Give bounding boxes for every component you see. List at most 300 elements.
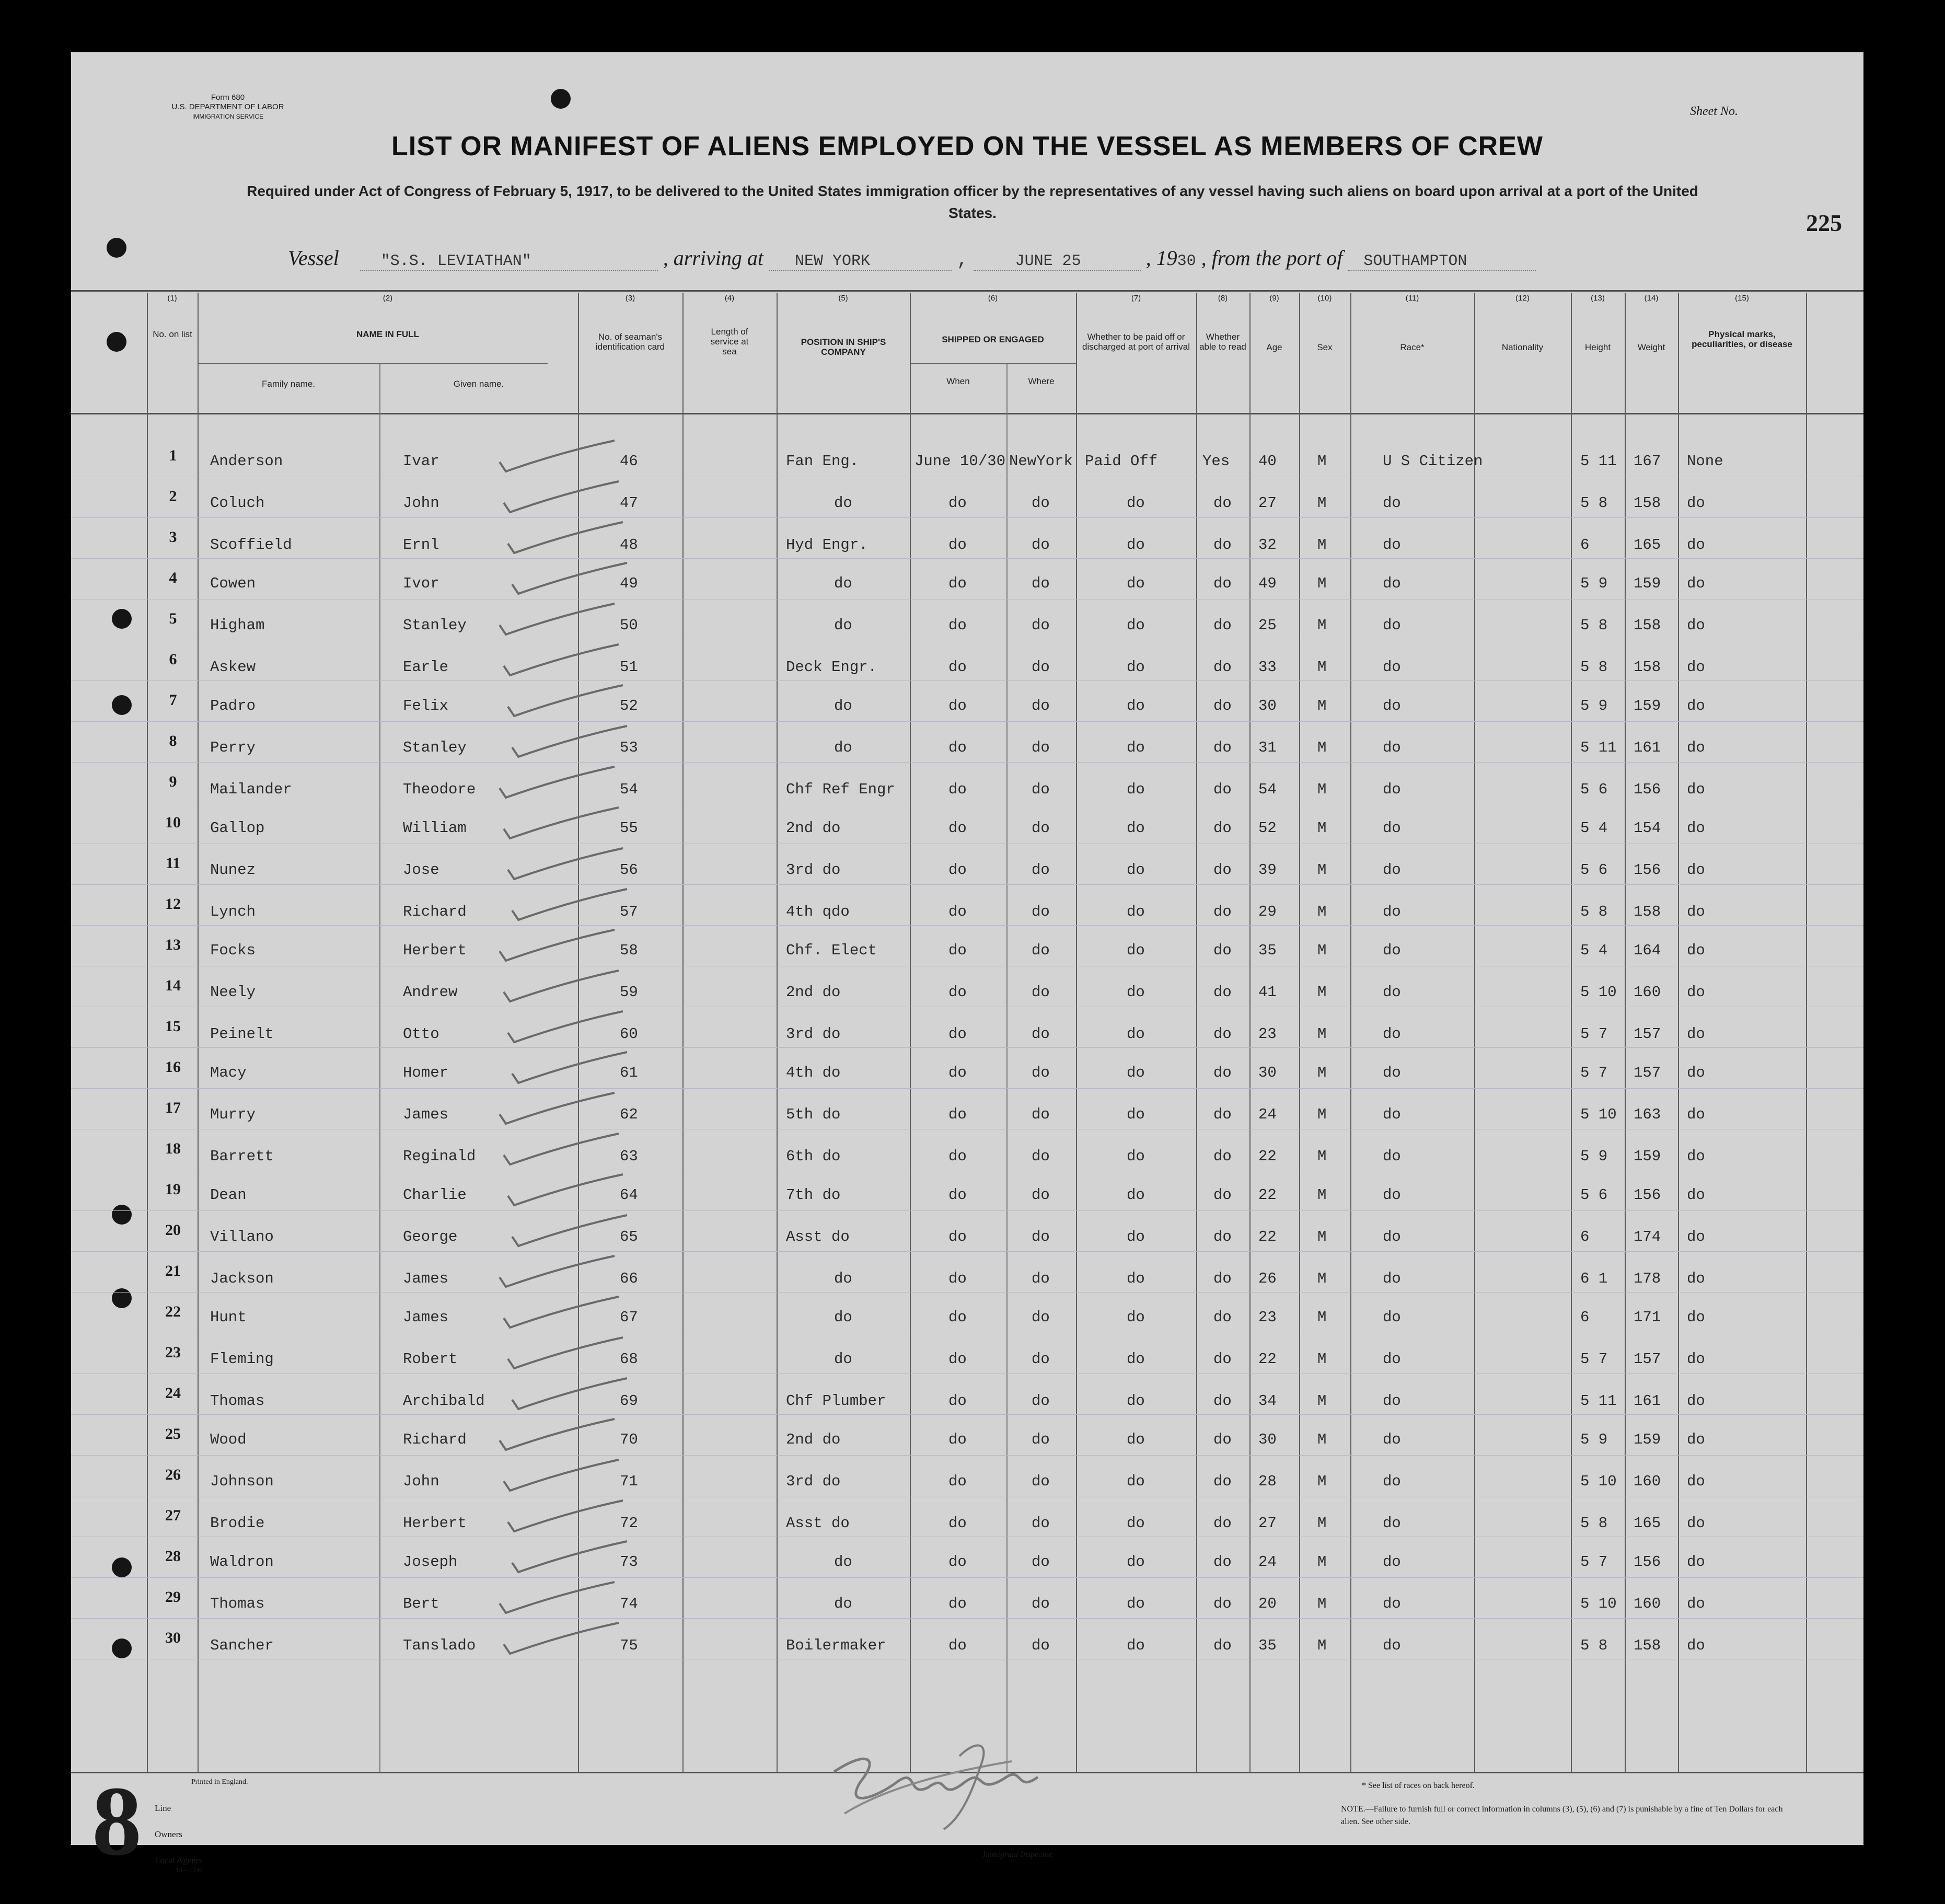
row-number: 21 [165, 1262, 181, 1279]
card-number-cell: 52 [620, 697, 638, 714]
sex-cell: M [1317, 536, 1327, 553]
family-name-cell: Anderson [210, 453, 283, 470]
paid-off-cell: do [1127, 1637, 1145, 1654]
from-port-label: , from the port of [1201, 246, 1343, 270]
column-header-weight: Weight [1637, 342, 1665, 352]
paid-off-cell: do [1127, 984, 1145, 1001]
check-mark [508, 1011, 623, 1042]
position-cell: 6th do [786, 1148, 841, 1165]
physical-marks-cell: do [1687, 739, 1705, 756]
sex-cell: M [1317, 1431, 1327, 1448]
sheet-number-label: Sheet No. [1690, 105, 1738, 118]
given-name-cell: Ivar [403, 453, 439, 470]
shipped-where-cell: do [1032, 1064, 1050, 1081]
weight-cell: 156 [1634, 1553, 1661, 1571]
shipped-when-cell: do [948, 1106, 967, 1123]
check-mark [512, 889, 627, 920]
shipped-where-cell: do [1032, 1553, 1050, 1571]
family-name-cell: Peinelt [210, 1025, 274, 1043]
shipped-when-cell: do [948, 984, 967, 1001]
weight-cell: 156 [1634, 861, 1661, 879]
vessel-label: Vessel [288, 246, 339, 270]
family-name-cell: Murry [210, 1106, 256, 1123]
race-cell: do [1383, 536, 1401, 553]
paid-off-cell: do [1127, 942, 1145, 959]
paid-off-cell: do [1127, 1515, 1145, 1532]
check-mark [504, 1623, 619, 1654]
sex-cell: M [1317, 984, 1327, 1001]
paid-off-cell: do [1127, 1392, 1145, 1410]
shipped-when-cell: do [948, 1515, 967, 1532]
height-cell: 5 8 [1580, 903, 1608, 920]
shipped-where-cell: do [1032, 1186, 1050, 1204]
height-cell: 5 11 [1580, 453, 1617, 470]
row-number: 5 [169, 610, 177, 627]
shipped-when-cell: do [948, 1228, 967, 1245]
shipped-when-cell: do [948, 697, 967, 714]
arrival-year: 30 [1177, 252, 1196, 270]
physical-marks-cell: do [1687, 781, 1705, 798]
age-cell: 33 [1258, 659, 1277, 676]
card-number-cell: 70 [620, 1431, 638, 1448]
check-mark [500, 1256, 615, 1287]
column-header-sex: Sex [1317, 342, 1333, 352]
column-header-age: Age [1266, 342, 1282, 352]
shipped-when-cell: do [948, 1064, 967, 1081]
weight-cell: 159 [1634, 575, 1661, 592]
able-to-read-cell: do [1213, 1553, 1232, 1571]
column-header-service: Length of service at sea [710, 327, 749, 356]
sex-cell: M [1317, 494, 1327, 512]
weight-cell: 161 [1634, 739, 1661, 756]
position-cell: Boilermaker [786, 1637, 886, 1654]
weight-cell: 165 [1634, 536, 1661, 553]
weight-cell: 165 [1634, 1515, 1661, 1532]
inspector-label: Immigrant Inspector. [983, 1850, 1053, 1859]
able-to-read-cell: do [1213, 575, 1232, 592]
sex-cell: M [1317, 861, 1327, 879]
card-number-cell: 57 [620, 903, 638, 920]
position-cell: 3rd do [786, 861, 841, 879]
height-cell: 5 9 [1580, 697, 1608, 714]
family-name-cell: Macy [210, 1064, 247, 1081]
able-to-read-cell: do [1213, 1228, 1232, 1245]
column-subheader-where: Where [1028, 376, 1055, 386]
position-cell: do [834, 494, 852, 512]
family-name-cell: Perry [210, 739, 256, 756]
age-cell: 30 [1258, 1431, 1277, 1448]
physical-marks-cell: do [1687, 1270, 1705, 1287]
age-cell: 24 [1258, 1553, 1277, 1571]
column-subheader-given: Given name. [453, 379, 504, 389]
race-cell: do [1383, 739, 1401, 756]
height-cell: 5 8 [1580, 494, 1608, 512]
row-number: 4 [169, 569, 177, 586]
check-mark [508, 1174, 623, 1205]
weight-cell: 178 [1634, 1270, 1661, 1287]
family-name-cell: Villano [210, 1228, 274, 1245]
shipped-when-cell: do [948, 1148, 967, 1165]
card-number-cell: 59 [620, 984, 638, 1001]
column-header-read: Whether able to read [1199, 332, 1246, 352]
race-cell: do [1383, 1309, 1401, 1326]
check-mark [512, 1215, 627, 1246]
check-marks [71, 52, 1863, 1845]
position-cell: 3rd do [786, 1025, 841, 1043]
card-number-cell: 61 [620, 1064, 638, 1081]
check-mark [504, 1134, 619, 1164]
from-port: SOUTHAMPTON [1348, 252, 1536, 271]
family-name-cell: Wood [210, 1431, 247, 1448]
column-number: (13) [1591, 294, 1605, 303]
position-cell: 2nd do [786, 1431, 841, 1448]
height-cell: 5 10 [1580, 1473, 1617, 1490]
position-cell: Fan Eng. [786, 453, 859, 470]
paid-off-cell: do [1127, 1473, 1145, 1490]
given-name-cell: Joseph [403, 1553, 458, 1571]
card-number-cell: 65 [620, 1228, 638, 1245]
shipped-when-cell: do [948, 1309, 967, 1326]
able-to-read-cell: do [1213, 861, 1232, 879]
able-to-read-cell: do [1213, 739, 1232, 756]
height-cell: 5 7 [1580, 1064, 1608, 1081]
age-cell: 30 [1258, 1064, 1277, 1081]
race-cell: do [1383, 903, 1401, 920]
physical-marks-cell: do [1687, 942, 1705, 959]
row-number: 20 [165, 1221, 181, 1239]
card-number-cell: 50 [620, 617, 638, 634]
card-number-cell: 75 [620, 1637, 638, 1654]
column-header-marks: Physical marks, peculiarities, or disease [1692, 329, 1792, 349]
race-cell: do [1383, 697, 1401, 714]
paid-off-cell: do [1127, 659, 1145, 676]
weight-cell: 161 [1634, 1392, 1661, 1410]
race-cell: do [1383, 1431, 1401, 1448]
able-to-read-cell: do [1213, 1148, 1232, 1165]
check-mark [500, 441, 615, 471]
race-cell: do [1383, 781, 1401, 798]
given-name-cell: Richard [403, 1431, 467, 1448]
race-cell: do [1383, 1515, 1401, 1532]
given-name-cell: John [403, 1473, 439, 1490]
family-name-cell: Gallop [210, 820, 265, 837]
row-number: 25 [165, 1425, 181, 1443]
given-name-cell: Bert [403, 1595, 439, 1612]
given-name-cell: Homer [403, 1064, 449, 1081]
age-cell: 54 [1258, 781, 1277, 798]
race-cell: do [1383, 861, 1401, 879]
height-cell: 6 [1580, 536, 1590, 553]
sex-cell: M [1317, 1309, 1327, 1326]
column-number: (2) [383, 294, 393, 303]
height-cell: 5 8 [1580, 617, 1608, 634]
shipped-when-cell: do [948, 575, 967, 592]
shipped-where-cell: do [1032, 739, 1050, 756]
position-cell: Chf Ref Engr [786, 781, 895, 798]
card-number-cell: 63 [620, 1148, 638, 1165]
sex-cell: M [1317, 820, 1327, 837]
height-cell: 6 [1580, 1228, 1590, 1245]
physical-marks-cell: do [1687, 659, 1705, 676]
position-cell: 4th qdo [786, 903, 850, 920]
age-cell: 52 [1258, 820, 1277, 837]
shipped-where-cell: do [1032, 1106, 1050, 1123]
given-name-cell: James [403, 1309, 449, 1326]
height-cell: 6 1 [1580, 1270, 1608, 1287]
check-mark [508, 848, 623, 879]
weight-cell: 158 [1634, 617, 1661, 634]
shipped-where-cell: do [1032, 861, 1050, 879]
age-cell: 27 [1258, 494, 1277, 512]
family-name-cell: Barrett [210, 1148, 274, 1165]
shipped-when-cell: do [948, 1270, 967, 1287]
column-number: (5) [838, 294, 848, 303]
card-number-cell: 53 [620, 739, 638, 756]
shipped-when-cell: do [948, 942, 967, 959]
shipped-where-cell: NewYork [1009, 453, 1073, 470]
race-cell: do [1383, 1106, 1401, 1123]
check-mark [512, 1378, 627, 1409]
able-to-read-cell: do [1213, 1515, 1232, 1532]
age-cell: 40 [1258, 453, 1277, 470]
weight-cell: 171 [1634, 1309, 1661, 1326]
paid-off-cell: do [1127, 536, 1145, 553]
able-to-read-cell: do [1213, 1270, 1232, 1287]
able-to-read-cell: do [1213, 1309, 1232, 1326]
physical-marks-cell: do [1687, 1186, 1705, 1204]
card-number-cell: 69 [620, 1392, 638, 1410]
position-cell: Chf Plumber [786, 1392, 886, 1410]
age-cell: 29 [1258, 903, 1277, 920]
physical-marks-cell: do [1687, 1106, 1705, 1123]
family-name-cell: Cowen [210, 575, 256, 592]
race-cell: do [1383, 1186, 1401, 1204]
weight-cell: 154 [1634, 820, 1661, 837]
shipped-when-cell: do [948, 903, 967, 920]
age-cell: 31 [1258, 739, 1277, 756]
position-cell: do [834, 1351, 852, 1368]
shipped-when-cell: June 10/30 [914, 453, 1006, 470]
paid-off-cell: do [1127, 494, 1145, 512]
card-number-cell: 55 [620, 820, 638, 837]
position-cell: do [834, 739, 852, 756]
weight-cell: 157 [1634, 1064, 1661, 1081]
given-name-cell: Tanslado [403, 1637, 476, 1654]
shipped-when-cell: do [948, 1351, 967, 1368]
check-mark [500, 767, 615, 798]
manifest-sheet [71, 52, 1863, 1876]
check-mark [504, 1297, 619, 1328]
age-cell: 39 [1258, 861, 1277, 879]
age-cell: 23 [1258, 1025, 1277, 1043]
shipped-where-cell: do [1032, 697, 1050, 714]
arriving-label: , arriving at [663, 246, 763, 270]
check-mark [504, 644, 619, 675]
sex-cell: M [1317, 617, 1327, 634]
paid-off-cell: do [1127, 739, 1145, 756]
position-cell: 7th do [786, 1186, 841, 1204]
given-name-cell: Otto [403, 1025, 439, 1043]
card-number-cell: 47 [620, 494, 638, 512]
given-name-cell: Herbert [403, 1515, 467, 1532]
owners-label: Owners [155, 1829, 182, 1839]
shipped-where-cell: do [1032, 781, 1050, 798]
given-name-cell: Ernl [403, 536, 439, 553]
column-header-nationality: Nationality [1501, 342, 1544, 352]
family-name-cell: Jackson [210, 1270, 274, 1287]
able-to-read-cell: do [1213, 781, 1232, 798]
shipped-when-cell: do [948, 1392, 967, 1410]
row-number: 16 [165, 1058, 181, 1076]
sex-cell: M [1317, 1553, 1327, 1571]
sex-cell: M [1317, 739, 1327, 756]
family-name-cell: Thomas [210, 1595, 265, 1612]
column-number: (3) [625, 294, 635, 303]
able-to-read-cell: do [1213, 1431, 1232, 1448]
position-cell: do [834, 1270, 852, 1287]
check-mark [512, 1541, 627, 1572]
card-number-cell: 56 [620, 861, 638, 879]
physical-marks-cell: do [1687, 1515, 1705, 1532]
shipped-where-cell: do [1032, 1473, 1050, 1490]
height-cell: 5 10 [1580, 1595, 1617, 1612]
row-number: 12 [165, 895, 181, 913]
weight-cell: 156 [1634, 1186, 1661, 1204]
height-cell: 5 8 [1580, 1515, 1608, 1532]
sex-cell: M [1317, 1148, 1327, 1165]
family-name-cell: Coluch [210, 494, 265, 512]
card-number-cell: 49 [620, 575, 638, 592]
paid-off-cell: do [1127, 617, 1145, 634]
given-name-cell: Earle [403, 659, 449, 676]
shipped-where-cell: do [1032, 1270, 1050, 1287]
race-cell: do [1383, 659, 1401, 676]
weight-cell: 160 [1634, 1595, 1661, 1612]
physical-marks-cell: do [1687, 494, 1705, 512]
check-mark [500, 1582, 615, 1613]
weight-cell: 158 [1634, 1637, 1661, 1654]
column-header-name: NAME IN FULL [356, 329, 419, 339]
sex-cell: M [1317, 1186, 1327, 1204]
given-name-cell: Reginald [403, 1148, 476, 1165]
card-number-cell: 60 [620, 1025, 638, 1043]
position-cell: 2nd do [786, 820, 841, 837]
weight-cell: 164 [1634, 942, 1661, 959]
card-number-cell: 48 [620, 536, 638, 553]
column-header-position: POSITION IN SHIP'S COMPANY [801, 337, 886, 357]
paid-off-cell: do [1127, 903, 1145, 920]
paid-off-cell: do [1127, 1309, 1145, 1326]
able-to-read-cell: do [1213, 1351, 1232, 1368]
column-number: (9) [1269, 294, 1279, 303]
given-name-cell: Charlie [403, 1186, 467, 1204]
shipped-where-cell: do [1032, 1309, 1050, 1326]
row-number: 15 [165, 1018, 181, 1035]
family-name-cell: Hunt [210, 1309, 247, 1326]
position-cell: do [834, 1553, 852, 1571]
age-cell: 22 [1258, 1351, 1277, 1368]
card-number-cell: 72 [620, 1515, 638, 1532]
sex-cell: M [1317, 1515, 1327, 1532]
given-name-cell: Robert [403, 1351, 458, 1368]
check-mark [500, 604, 615, 634]
age-cell: 30 [1258, 697, 1277, 714]
shipped-when-cell: do [948, 820, 967, 837]
check-mark [504, 481, 619, 512]
race-cell: do [1383, 617, 1401, 634]
position-cell: 2nd do [786, 984, 841, 1001]
check-mark [500, 930, 615, 961]
family-name-cell: Nunez [210, 861, 256, 879]
family-name-cell: Padro [210, 697, 256, 714]
paid-off-cell: do [1127, 575, 1145, 592]
row-number: 17 [165, 1099, 181, 1116]
shipped-where-cell: do [1032, 494, 1050, 512]
position-cell: Hyd Engr. [786, 536, 868, 553]
physical-marks-cell: do [1687, 1553, 1705, 1571]
paid-off-cell: do [1127, 820, 1145, 837]
given-name-cell: James [403, 1106, 449, 1123]
sex-cell: M [1317, 1637, 1327, 1654]
column-subheader-family: Family name. [261, 379, 316, 389]
shipped-where-cell: do [1032, 1228, 1050, 1245]
shipped-when-cell: do [948, 1186, 967, 1204]
age-cell: 26 [1258, 1270, 1277, 1287]
sex-cell: M [1317, 697, 1327, 714]
shipped-when-cell: do [948, 739, 967, 756]
shipped-where-cell: do [1032, 984, 1050, 1001]
position-cell: Deck Engr. [786, 659, 877, 676]
row-number: 26 [165, 1466, 181, 1483]
column-number: (8) [1218, 294, 1228, 303]
given-name-cell: Jose [403, 861, 439, 879]
height-cell: 5 6 [1580, 861, 1608, 879]
physical-marks-cell: do [1687, 1351, 1705, 1368]
shipped-where-cell: do [1032, 1515, 1050, 1532]
shipped-where-cell: do [1032, 1351, 1050, 1368]
row-number: 2 [169, 488, 177, 505]
check-mark [508, 522, 623, 553]
physical-marks-cell: do [1687, 575, 1705, 592]
weight-cell: 158 [1634, 659, 1661, 676]
family-name-cell: Johnson [210, 1473, 274, 1490]
shipped-where-cell: do [1032, 1595, 1050, 1612]
position-cell: 3rd do [786, 1473, 841, 1490]
physical-marks-cell: do [1687, 536, 1705, 553]
row-number: 14 [165, 977, 181, 994]
check-mark [504, 807, 619, 838]
row-number: 28 [165, 1548, 181, 1565]
height-cell: 5 10 [1580, 1106, 1617, 1123]
column-number: (10) [1317, 294, 1332, 303]
position-cell: do [834, 697, 852, 714]
row-number: 30 [165, 1629, 181, 1646]
physical-marks-cell: do [1687, 861, 1705, 879]
physical-marks-cell: do [1687, 1228, 1705, 1245]
form-code: 14—1240 [176, 1866, 203, 1874]
paid-off-cell: do [1127, 1186, 1145, 1204]
shipped-where-cell: do [1032, 617, 1050, 634]
column-subheader-when: When [946, 376, 970, 386]
check-mark [508, 1337, 623, 1368]
card-number-cell: 68 [620, 1351, 638, 1368]
sex-cell: M [1317, 659, 1327, 676]
column-header-card: No. of seaman's identification card [595, 332, 665, 352]
height-cell: 5 11 [1580, 1392, 1617, 1410]
check-mark [512, 563, 627, 594]
column-number: (1) [167, 294, 177, 303]
weight-cell: 159 [1634, 1148, 1661, 1165]
